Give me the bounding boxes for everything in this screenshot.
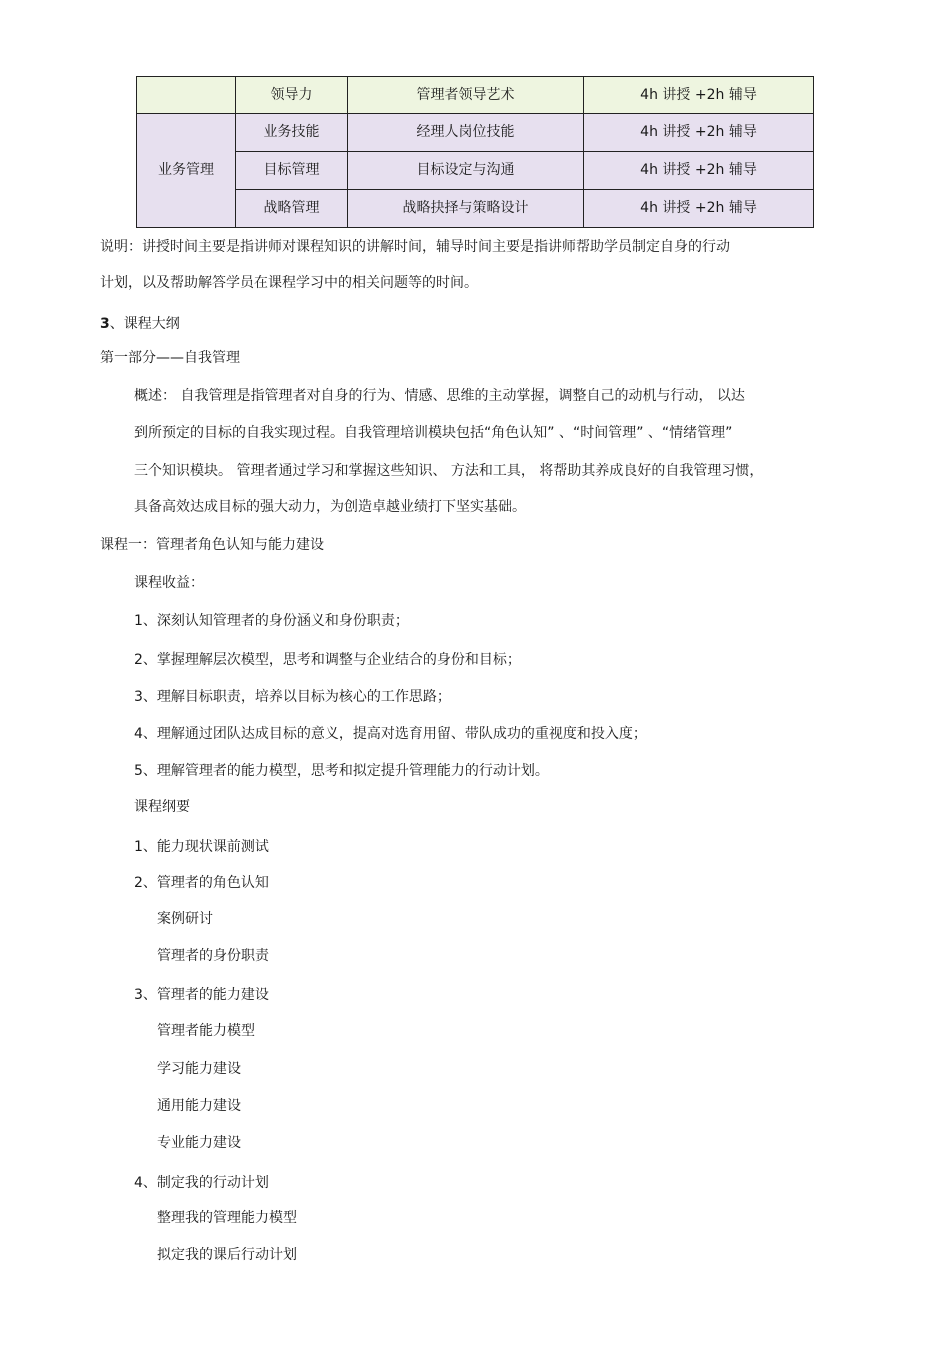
outline-item: 3、管理者的能力建设 bbox=[134, 987, 269, 1003]
part-title: 第一部分——自我管理 bbox=[100, 350, 240, 366]
hours-cell: 4h 讲授 +2h 辅导 bbox=[584, 152, 814, 190]
note-line-2: 计划，以及帮助解答学员在课程学习中的相关问题等的时间。 bbox=[100, 275, 478, 291]
category-cell: 业务管理 bbox=[137, 114, 236, 228]
outline-subitem: 整理我的管理能力模型 bbox=[157, 1210, 297, 1226]
course-cell: 管理者领导艺术 bbox=[348, 77, 584, 114]
outline-subitem: 通用能力建设 bbox=[157, 1098, 241, 1114]
outline-item: 1、能力现状课前测试 bbox=[134, 839, 269, 855]
outline-subitem: 管理者的身份职责 bbox=[157, 948, 269, 964]
course-title: 课程一：管理者角色认知与能力建设 bbox=[100, 537, 324, 553]
hours-cell: 4h 讲授 +2h 辅导 bbox=[584, 114, 814, 152]
overview-line-4: 具备高效达成目标的强大动力，为创造卓越业绩打下坚实基础。 bbox=[134, 499, 526, 515]
subject-cell: 领导力 bbox=[236, 77, 348, 114]
outline-item: 2、管理者的角色认知 bbox=[134, 875, 269, 891]
outline-subitem: 专业能力建设 bbox=[157, 1135, 241, 1151]
hours-cell: 4h 讲授 +2h 辅导 bbox=[584, 77, 814, 114]
benefit-item: 1、深刻认知管理者的身份涵义和身份职责； bbox=[134, 613, 409, 629]
outline-label: 课程纲要 bbox=[134, 799, 190, 815]
overview-line-3: 三个知识模块。 管理者通过学习和掌握这些知识、 方法和工具， 将帮助其养成良好的自我管理习惯， bbox=[134, 463, 764, 479]
table-row bbox=[137, 190, 814, 228]
benefits-label: 课程收益： bbox=[134, 575, 204, 591]
section-title: 、课程大纲 bbox=[109, 316, 180, 332]
table-row bbox=[137, 77, 814, 114]
outline-subitem: 拟定我的课后行动计划 bbox=[157, 1247, 297, 1263]
benefit-item: 5、理解管理者的能力模型，思考和拟定提升管理能力的行动计划。 bbox=[134, 763, 549, 779]
overview-line-1: 概述： 自我管理是指管理者对自身的行为、情感、思维的主动掌握，调整自己的动机与行动， 以达 bbox=[134, 388, 745, 404]
outline-subitem: 案例研讨 bbox=[157, 911, 213, 927]
hours-cell: 4h 讲授 +2h 辅导 bbox=[584, 190, 814, 228]
category-cell bbox=[137, 77, 236, 114]
subject-cell: 战略管理 bbox=[236, 190, 348, 228]
benefit-item: 3、理解目标职责，培养以目标为核心的工作思路； bbox=[134, 689, 451, 705]
benefit-item: 4、理解通过团队达成目标的意义，提高对选育用留、带队成功的重视度和投入度； bbox=[134, 726, 647, 742]
note-line-1: 说明：讲授时间主要是指讲师对课程知识的讲解时间，辅导时间主要是指讲师帮助学员制定自身的行动 bbox=[100, 239, 730, 255]
course-cell: 战略抉择与策略设计 bbox=[348, 190, 584, 228]
course-hours-table bbox=[136, 76, 814, 228]
section-number: 3 bbox=[100, 316, 110, 332]
subject-cell: 业务技能 bbox=[236, 114, 348, 152]
table-row bbox=[137, 152, 814, 190]
course-cell: 经理人岗位技能 bbox=[348, 114, 584, 152]
outline-subitem: 学习能力建设 bbox=[157, 1061, 241, 1077]
overview-line-2: 到所预定的目标的自我实现过程。自我管理培训模块包括“角色认知” 、“时间管理” 、“情绪管理” bbox=[134, 425, 733, 441]
outline-subitem: 管理者能力模型 bbox=[157, 1023, 255, 1039]
benefit-item: 2、掌握理解层次模型，思考和调整与企业结合的身份和目标； bbox=[134, 652, 521, 668]
section-heading bbox=[100, 314, 180, 334]
table-row bbox=[137, 114, 814, 152]
subject-cell: 目标管理 bbox=[236, 152, 348, 190]
course-cell: 目标设定与沟通 bbox=[348, 152, 584, 190]
outline-item: 4、制定我的行动计划 bbox=[134, 1175, 269, 1191]
